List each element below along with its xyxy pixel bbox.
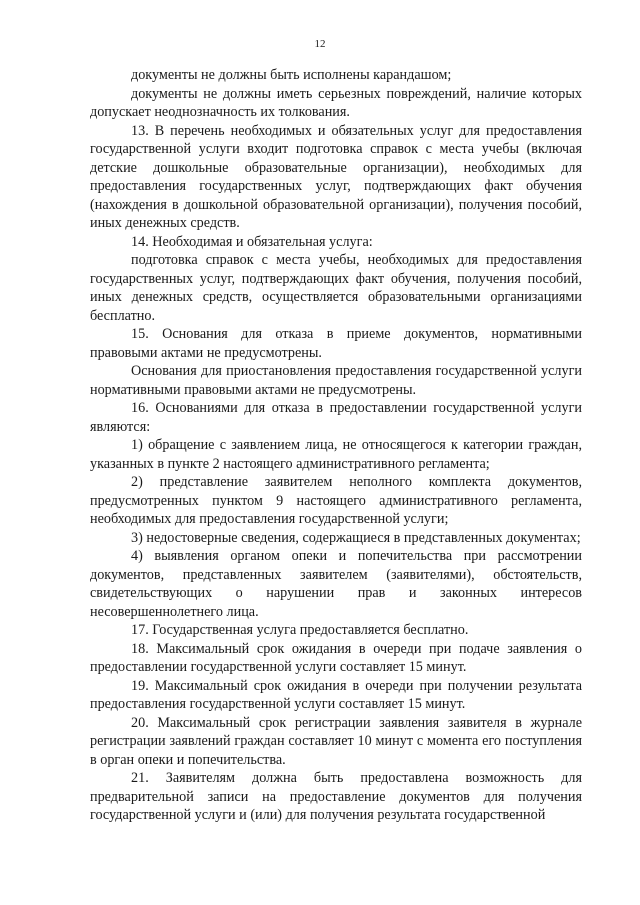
- paragraph-21: 21. Заявителям должна быть предоставлена возможность для предварительной записи на предоставление документов для получения государственной услуги и (или) для получения результата государственной: [90, 770, 582, 823]
- page-number: 12: [314, 38, 326, 50]
- paragraph-15: 15. Основания для отказа в приеме документов, нормативными правовыми актами не предусмотрены.: [90, 326, 582, 361]
- paragraph-13: 13. В перечень необходимых и обязательных услуг для предоставления государственной услуги входит подготовка справок с места учебы (включая детские дошкольные образовательные организации), необходимых для предоставления государственных услуг, подтверждающих факт обучения (нахождения в дошкольной образовательной организации), получения пособий, иных денежных средств.: [90, 122, 582, 231]
- paragraph-14-detail: подготовка справок с места учебы, необходимых для предоставления государственных услуг, подтверждающих факт обучения, получения пособий, иных денежных средств, осуществляется образовательными организациями бесплатно.: [90, 252, 582, 324]
- paragraph-16: 16. Основаниями для отказа в предоставлении государственной услуги являются:: [90, 400, 582, 435]
- paragraph-15-suspension: Основания для приостановления предоставления государственной услуги нормативными правовыми актами не предусмотрены.: [90, 363, 582, 398]
- paragraph-16-item-1: 1) обращение с заявлением лица, не относящегося к категории граждан, указанных в пункте 2 настоящего административного регламента;: [90, 437, 582, 472]
- paragraph-20: 20. Максимальный срок регистрации заявления заявителя в журнале регистрации заявлений граждан составляет 10 минут с момента его поступления в орган опеки и попечительства.: [90, 714, 582, 768]
- paragraph-16-item-3: 3) недостоверные сведения, содержащиеся в представленных документах;: [131, 529, 581, 546]
- paragraph-16-item-2: 2) представление заявителем неполного комплекта документов, предусмотренных пунктом 9 настоящего административного регламента, необходимых для предоставления государственной услуги;: [90, 474, 582, 527]
- document-body: [90, 66, 582, 825]
- paragraph-18: 18. Максимальный срок ожидания в очереди при подаче заявления о предоставлении государственной услуги составляет 15 минут.: [90, 640, 582, 675]
- paragraph-17: 17. Государственная услуга предоставляется бесплатно.: [131, 622, 469, 638]
- paragraph-pencil-rule: документы не должны быть исполнены карандашом;: [131, 67, 452, 83]
- paragraph-14: 14. Необходимая и обязательная услуга:: [131, 233, 373, 250]
- paragraph-16-item-4: 4) выявления органом опеки и попечительства при рассмотрении документов, представленных заявителем (заявителями), обстоятельств, свидетельствующих о нарушении прав и законных интересов несовершеннолетнего лица.: [90, 548, 582, 620]
- paragraph-damage-rule: документы не должны иметь серьезных повреждений, наличие которых допускает неоднозначность их толкования.: [90, 85, 582, 120]
- paragraph-19: 19. Максимальный срок ожидания в очереди при получении результата предоставления государственной услуги составляет 15 минут.: [90, 677, 582, 712]
